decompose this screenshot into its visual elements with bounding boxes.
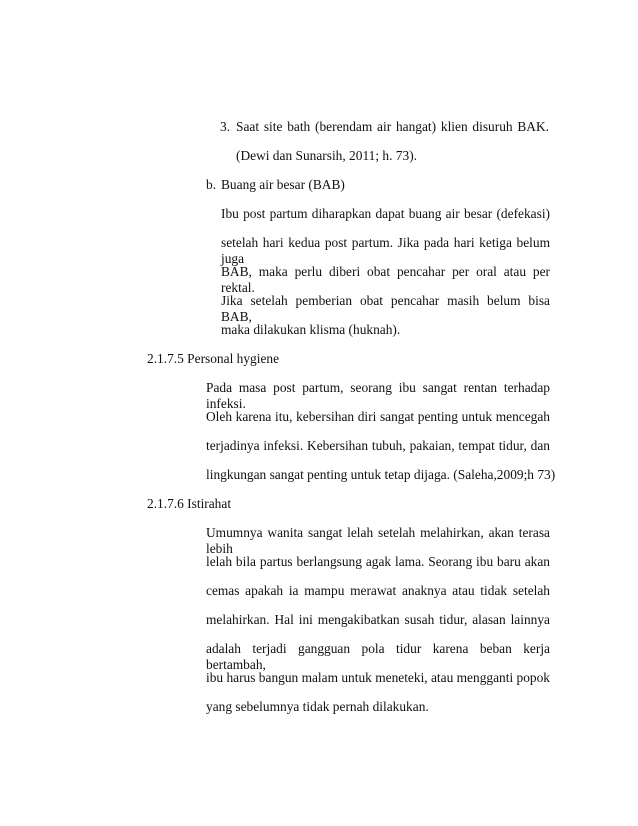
personal-hygiene-paragraph-line: Pada masa post partum, seorang ibu sangat rentan terhadap infeksi. [206, 380, 550, 411]
section-heading-istirahat: 2.1.7.6 Istirahat [147, 496, 232, 511]
istirahat-paragraph-line: adalah terjadi gangguan pola tidur karena beban kerja bertambah, [206, 641, 550, 672]
istirahat-paragraph-line: lelah bila partus berlangsung agak lama. Seorang ibu baru akan [206, 554, 550, 569]
istirahat-paragraph-line: melahirkan. Hal ini mengakibatkan susah tidur, alasan lainnya [206, 612, 550, 627]
section-heading-personal-hygiene: 2.1.7.5 Personal hygiene [147, 351, 280, 366]
istirahat-paragraph-line: yang sebelumnya tidak pernah dilakukan. [206, 699, 429, 714]
item-b-paragraph-line: BAB, maka perlu diberi obat pencahar per oral atau per rektal. [221, 264, 550, 295]
istirahat-paragraph-line: cemas apakah ia mampu merawat anaknya atau tidak setelah [206, 583, 550, 598]
item-b-paragraph-line: Jika setelah pemberian obat pencahar masih belum bisa BAB, [221, 293, 550, 324]
personal-hygiene-paragraph-line: terjadinya infeksi. Kebersihan tubuh, pakaian, tempat tidur, dan [206, 438, 550, 453]
item-b-label: b. [206, 177, 217, 192]
item-b-paragraph-line: setelah hari kedua post partum. Jika pada hari ketiga belum juga [221, 235, 550, 266]
item-3-number: 3. [220, 119, 231, 134]
item-b-heading: Buang air besar (BAB) [221, 177, 345, 192]
personal-hygiene-paragraph-line: lingkungan sangat penting untuk tetap dijaga. (Saleha,2009;h 73) [206, 467, 556, 482]
item-b-paragraph-line: Ibu post partum diharapkan dapat buang air besar (defekasi) [221, 206, 550, 221]
istirahat-paragraph-line: Umumnya wanita sangat lelah setelah melahirkan, akan terasa lebih [206, 525, 550, 556]
istirahat-paragraph-line: ibu harus bangun malam untuk meneteki, atau mengganti popok [206, 670, 550, 685]
item-b-paragraph-line: maka dilakukan klisma (huknah). [221, 322, 401, 337]
personal-hygiene-paragraph-line: Oleh karena itu, kebersihan diri sangat penting untuk mencegah [206, 409, 550, 424]
item-3-text-line-1: Saat site bath (berendam air hangat) klien disuruh BAK. [236, 119, 549, 134]
item-3-text-line-2: (Dewi dan Sunarsih, 2011; h. 73). [236, 148, 417, 163]
